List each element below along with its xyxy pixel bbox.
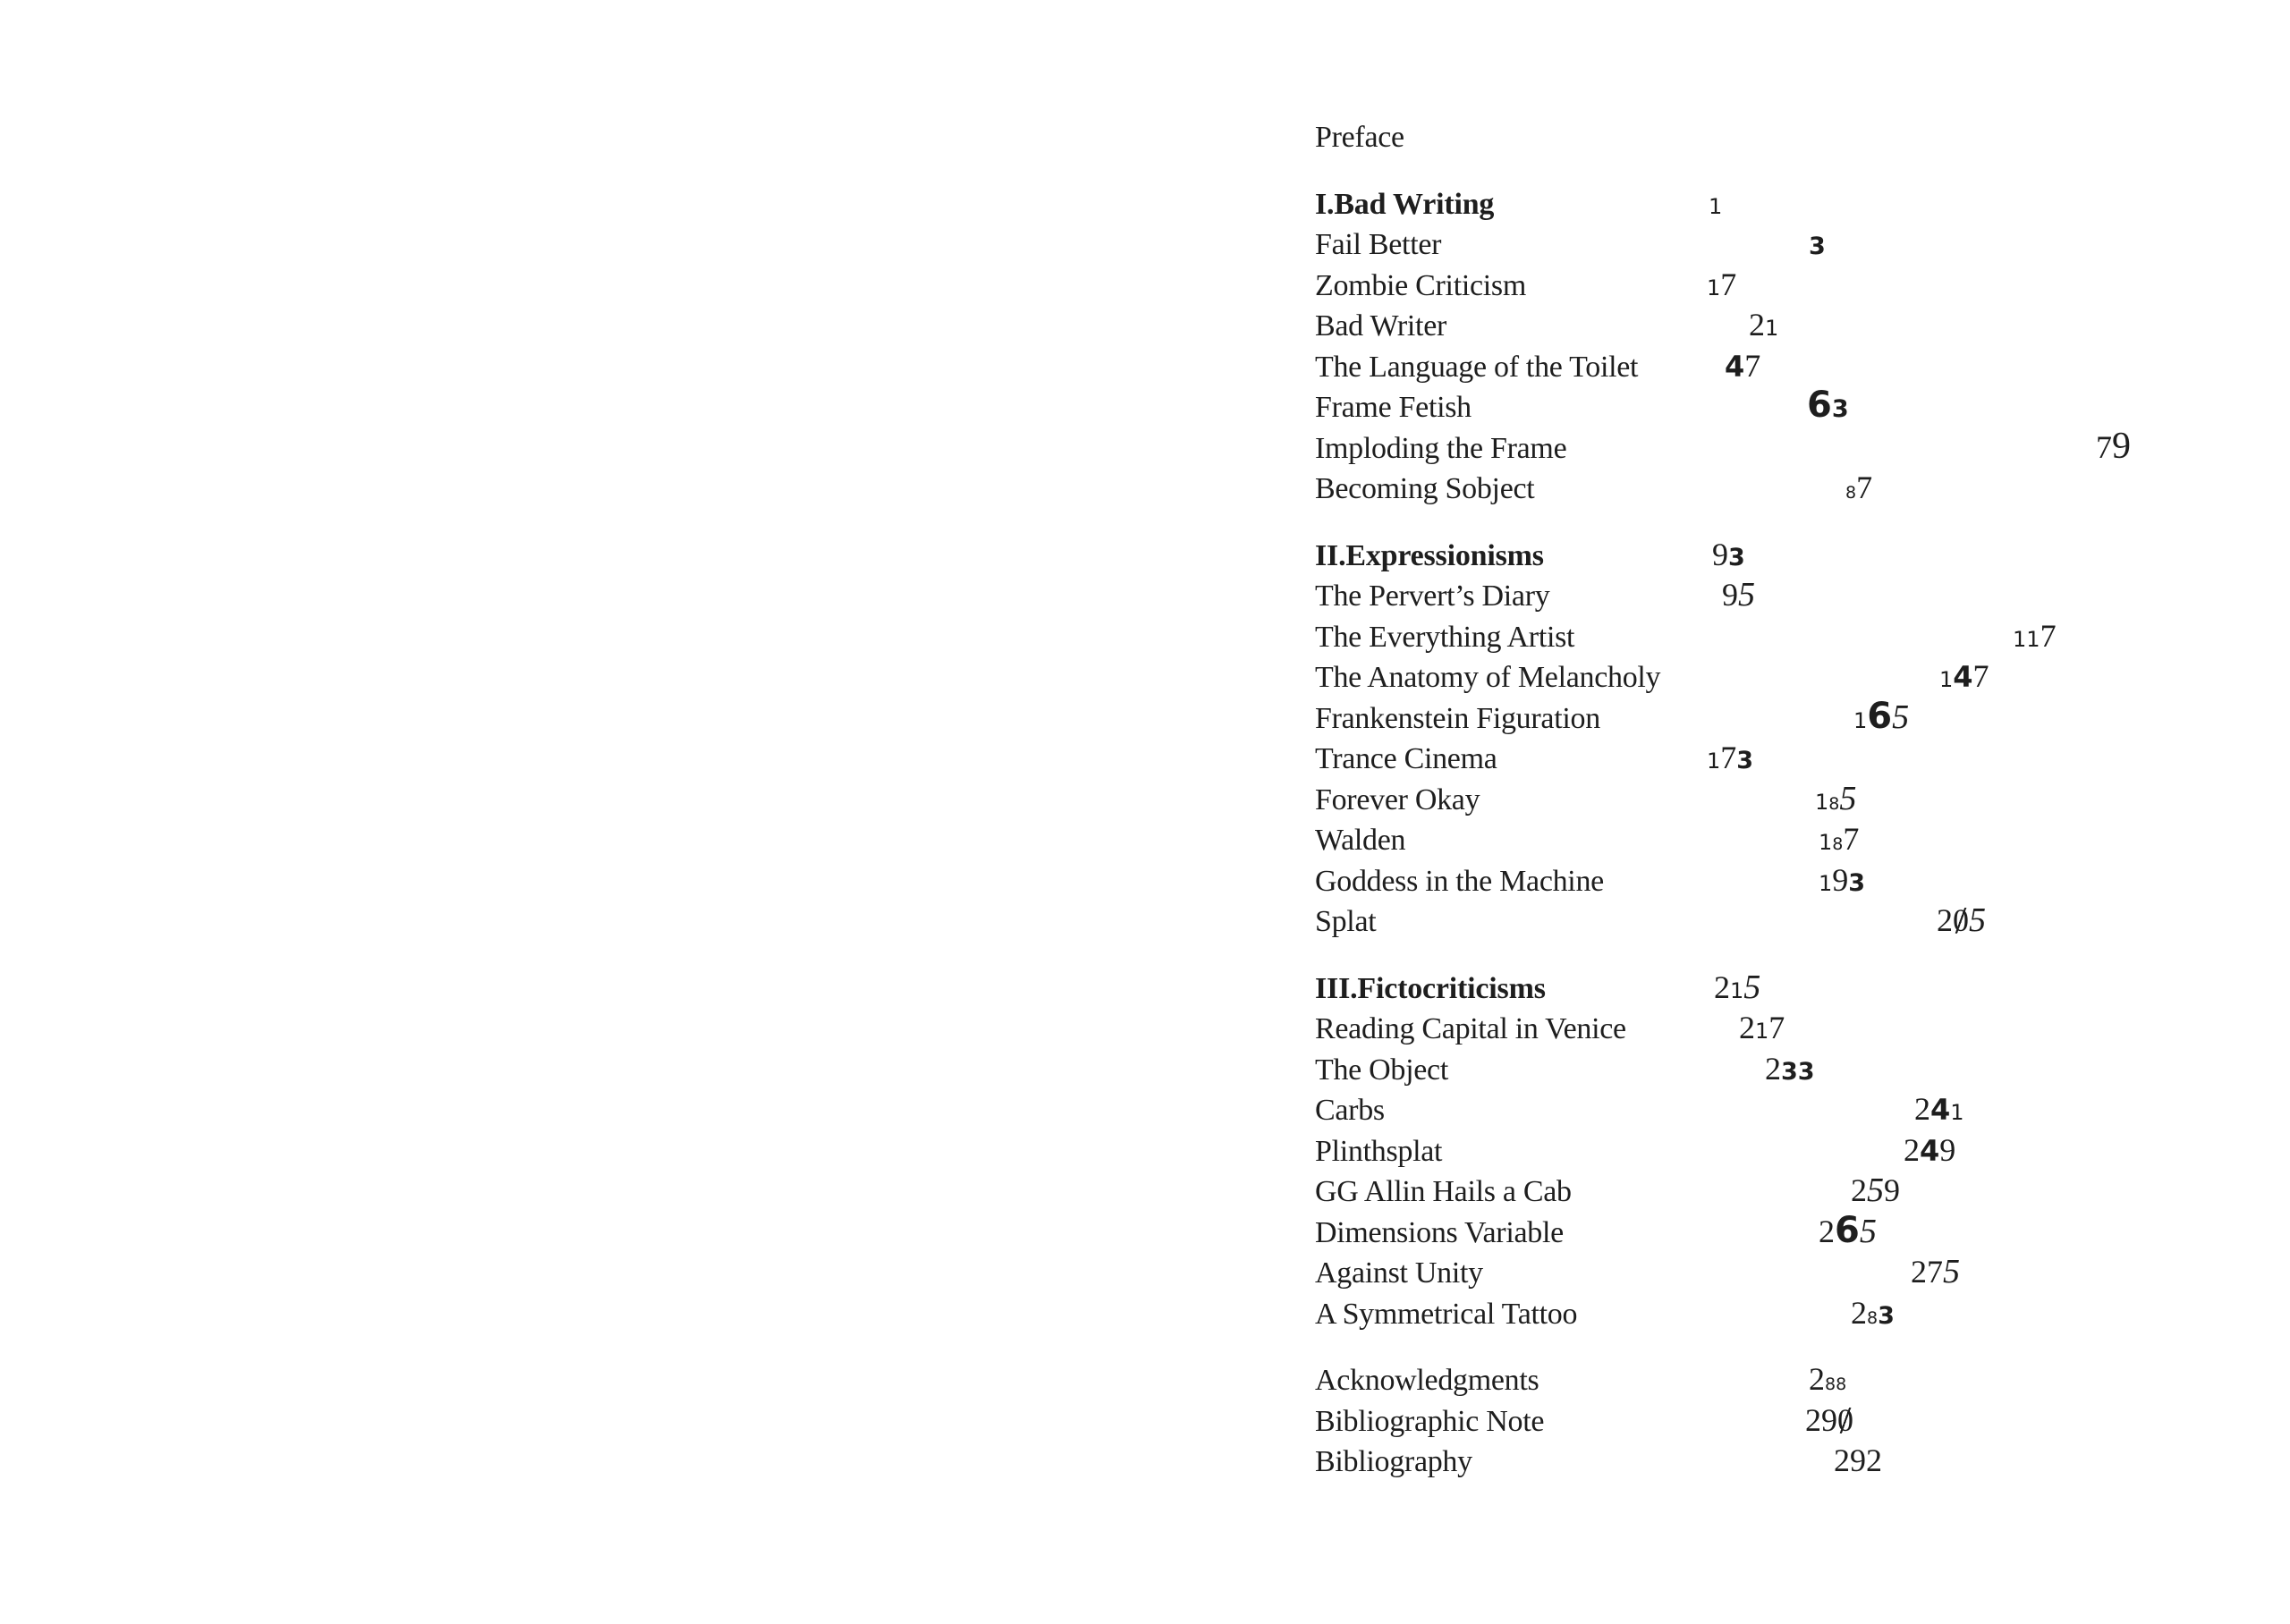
page-number-digit: 2	[1904, 1131, 1920, 1168]
page-number-digit: 8	[1867, 1307, 1879, 1328]
page-number-digit: 5	[1969, 901, 1986, 939]
page-number-digit: 9	[1712, 536, 1728, 572]
page-number-digit: 6	[1835, 1209, 1860, 1251]
page-number-digit: 1	[1730, 977, 1744, 1003]
toc-entry-title: Forever Okay	[1315, 782, 1480, 816]
page-number	[1765, 1050, 1815, 1091]
toc-row	[1315, 224, 2236, 266]
toc-entry-title: The Language of the Toilet	[1315, 350, 1639, 384]
page-number	[1707, 266, 1736, 307]
page-number	[1851, 1294, 1895, 1335]
page-number	[2096, 425, 2131, 469]
page-number-digit: 9	[2112, 425, 2131, 467]
page-number	[1819, 861, 1865, 902]
toc-row	[1315, 657, 2236, 698]
toc-entry-title: The Anatomy of Melancholy	[1315, 661, 1661, 694]
toc	[1315, 117, 2236, 1483]
page-number-digit: 5	[1943, 1253, 1960, 1290]
page-number-digit: 9	[1832, 861, 1849, 898]
toc-row	[1315, 425, 2236, 469]
page-number-digit: 0	[1953, 902, 1969, 938]
page-number-digit: 7	[1768, 1010, 1785, 1045]
toc-entry-title: Bibliographic Note	[1315, 1404, 1545, 1438]
page-number-digit: 1	[1765, 316, 1779, 341]
page-number-digit: 3	[1728, 543, 1745, 571]
page-number-digit: 5	[1859, 1212, 1877, 1250]
page-number-digit: 5	[1892, 698, 1910, 736]
page-number-digit: 3	[1878, 1301, 1895, 1330]
page-number-digit: 1	[1819, 830, 1833, 855]
toc-entry-title: Carbs	[1315, 1094, 1385, 1127]
page-number-digit: 7	[1744, 347, 1761, 384]
toc-entry-title: Frankenstein Figuration	[1315, 701, 1600, 735]
toc-row	[1315, 536, 2236, 577]
page-number-digit: 1	[1853, 707, 1868, 733]
page-number	[1749, 306, 1778, 347]
page-number-digit: 4	[1930, 1093, 1951, 1127]
page-number	[1714, 968, 1760, 1010]
page-number	[1739, 1009, 1785, 1050]
page-number-digit: 9	[1850, 1442, 1866, 1478]
toc-entry-title: Zombie Criticism	[1315, 268, 1527, 302]
toc-entry-title: The Everything Artist	[1315, 620, 1575, 654]
page-number-digit: 1	[1755, 1019, 1769, 1044]
toc-row	[1315, 739, 2236, 780]
page-number	[1805, 1401, 1853, 1442]
toc-row	[1315, 1253, 2236, 1294]
toc-entry-title: Plinthsplat	[1315, 1134, 1443, 1168]
page-number-digit: 1	[2026, 626, 2040, 652]
page-number	[1853, 695, 1910, 740]
toc-row	[1315, 117, 2236, 158]
toc-row	[1315, 469, 2236, 510]
page-number-digit: 3	[1831, 395, 1849, 423]
page-number	[1904, 1131, 1955, 1172]
page-number-digit: 3	[1781, 1057, 1798, 1086]
page-number-digit: 7	[1720, 740, 1737, 775]
page-number	[1845, 469, 1872, 510]
page-number	[1819, 1209, 1877, 1254]
page-number-digit: 2	[1819, 1213, 1835, 1249]
toc-entry-title: Frame Fetish	[1315, 391, 1472, 424]
page-number	[1911, 1253, 1960, 1294]
toc-entry-title: Fail Better	[1315, 228, 1442, 261]
toc-entry-title: Becoming Sobject	[1315, 472, 1535, 505]
toc-entry-title: A Symmetrical Tattoo	[1315, 1297, 1578, 1331]
page-number	[1722, 576, 1755, 617]
page-number-digit: 5	[1867, 1171, 1884, 1209]
toc-section-title: III.Fictocriticisms	[1315, 971, 1546, 1005]
page-number-digit: 2	[1739, 1010, 1755, 1045]
page-number-digit: 2	[1749, 307, 1765, 343]
page-number-digit: 2	[1911, 1254, 1927, 1290]
page-number-digit: 3	[1736, 747, 1754, 774]
toc-entry-title: Dimensions Variable	[1315, 1215, 1564, 1249]
page-number-digit: 5	[1743, 968, 1761, 1006]
toc-row	[1315, 1090, 2236, 1131]
toc-entry-title: Bad Writer	[1315, 309, 1447, 343]
page-number-digit: 7	[2040, 617, 2057, 654]
page-number-digit: 9	[1722, 577, 1738, 613]
toc-entry-title: The Pervert’s Diary	[1315, 579, 1550, 613]
page-number	[1709, 184, 1722, 225]
page-number	[1712, 536, 1745, 577]
page-number-digit: 8	[1832, 834, 1844, 854]
toc-row	[1315, 617, 2236, 658]
page-number-digit: 1	[1707, 749, 1721, 774]
toc-section-title: II.Expressionisms	[1315, 538, 1544, 572]
toc-entry-title: Walden	[1315, 824, 1406, 857]
page-number-digit: 1	[2013, 626, 2027, 652]
toc-row	[1315, 1171, 2236, 1213]
page-number-digit: 9	[1821, 1401, 1837, 1438]
page-number-digit: 2	[1914, 1091, 1930, 1127]
page-number	[1815, 780, 1856, 821]
page-number	[1809, 224, 1826, 266]
toc-section-title: I.Bad Writing	[1315, 187, 1495, 221]
toc-row	[1315, 968, 2236, 1010]
page-number-digit: 3	[1809, 233, 1826, 260]
page-number-digit: 2	[1851, 1172, 1867, 1208]
page-number-digit: 2	[1937, 902, 1953, 938]
toc-row	[1315, 1294, 2236, 1335]
page-number-digit: 7	[1856, 469, 1873, 505]
page-number	[1809, 1360, 1846, 1401]
toc-entry-title: Trance Cinema	[1315, 742, 1497, 775]
page-number-digit: 5	[1738, 576, 1755, 613]
toc-row	[1315, 387, 2236, 428]
toc-entry-title: The Object	[1315, 1053, 1448, 1087]
page-number-digit: 7	[1843, 821, 1860, 857]
page-number-digit: 1	[1950, 1100, 1964, 1125]
page-number-digit: 4	[1953, 660, 1973, 694]
page-number-digit: 2	[1809, 1361, 1825, 1397]
page-number-digit: 3	[1848, 868, 1866, 897]
page-number-digit: 7	[1927, 1254, 1943, 1290]
toc-entry-title: Imploding the Frame	[1315, 431, 1567, 465]
page-number	[1851, 1171, 1900, 1213]
page-number-digit: 2	[1805, 1401, 1821, 1438]
toc-row	[1315, 1131, 2236, 1172]
toc-row	[1315, 266, 2236, 307]
page-number	[1834, 1442, 1882, 1483]
page-number	[1939, 657, 1989, 698]
page-number-digit: 8	[1825, 1374, 1836, 1394]
page-number-digit: 9	[1939, 1131, 1956, 1168]
page-number-digit: 5	[1839, 779, 1857, 817]
toc-row	[1315, 861, 2236, 902]
page-number	[1807, 387, 1849, 428]
toc-row	[1315, 695, 2236, 740]
page-number-digit: 2	[1765, 1050, 1781, 1087]
page-number-digit: 2	[1866, 1442, 1882, 1478]
toc-row	[1315, 347, 2236, 388]
page-number-digit: 9	[1884, 1172, 1900, 1208]
toc-row	[1315, 1360, 2236, 1401]
page-number-digit: 1	[1707, 275, 1721, 300]
toc-entry-title: Reading Capital in Venice	[1315, 1012, 1626, 1045]
page-number-digit: 2	[1851, 1294, 1867, 1331]
toc-row	[1315, 1050, 2236, 1091]
page-number-digit: 1	[1709, 193, 1723, 219]
page-number-digit: 8	[1845, 483, 1857, 503]
page-number	[1707, 739, 1753, 780]
toc-row	[1315, 184, 2236, 225]
page-number-digit: 7	[1720, 266, 1737, 302]
toc-entry-title: Goddess in the Machine	[1315, 864, 1604, 898]
toc-entry-title: Against Unity	[1315, 1256, 1483, 1290]
page-number-digit: 1	[1819, 870, 1833, 896]
page-number-digit: 6	[1807, 385, 1832, 426]
page-number	[1937, 901, 1986, 943]
page-number	[2013, 617, 2057, 658]
page-number	[1914, 1090, 1964, 1131]
toc-entry-title: Acknowledgments	[1315, 1364, 1539, 1397]
toc-row	[1315, 1009, 2236, 1050]
toc-entry-title: GG Allin Hails a Cab	[1315, 1175, 1572, 1208]
page-number-digit: 1	[1815, 789, 1829, 815]
page-number	[1725, 347, 1760, 388]
page-number-digit: 7	[2096, 428, 2112, 465]
toc-row	[1315, 1401, 2236, 1442]
toc-entry-title: Preface	[1315, 121, 1404, 154]
page-number-digit: 7	[1972, 658, 1989, 694]
page-number-digit: 8	[1836, 1374, 1847, 1394]
page-number-digit: 2	[1834, 1442, 1850, 1478]
toc-row	[1315, 306, 2236, 347]
toc-row	[1315, 1442, 2236, 1483]
page-number-digit: 8	[1828, 793, 1840, 814]
page-number-digit: 1	[1939, 667, 1954, 692]
page-number-digit: 4	[1725, 349, 1745, 384]
page-number-digit: 4	[1920, 1133, 1940, 1168]
page-number-digit: 3	[1797, 1057, 1815, 1086]
page-number-digit: 2	[1714, 968, 1730, 1005]
page-number-digit: 6	[1867, 695, 1893, 737]
toc-row	[1315, 780, 2236, 821]
toc-entry-title: Splat	[1315, 905, 1377, 938]
toc-row	[1315, 820, 2236, 861]
toc-row	[1315, 576, 2236, 617]
page-number	[1819, 820, 1859, 861]
toc-entry-title: Bibliography	[1315, 1445, 1472, 1478]
page-number-digit: 0	[1837, 1401, 1853, 1438]
toc-row	[1315, 901, 2236, 943]
toc-row	[1315, 1209, 2236, 1254]
